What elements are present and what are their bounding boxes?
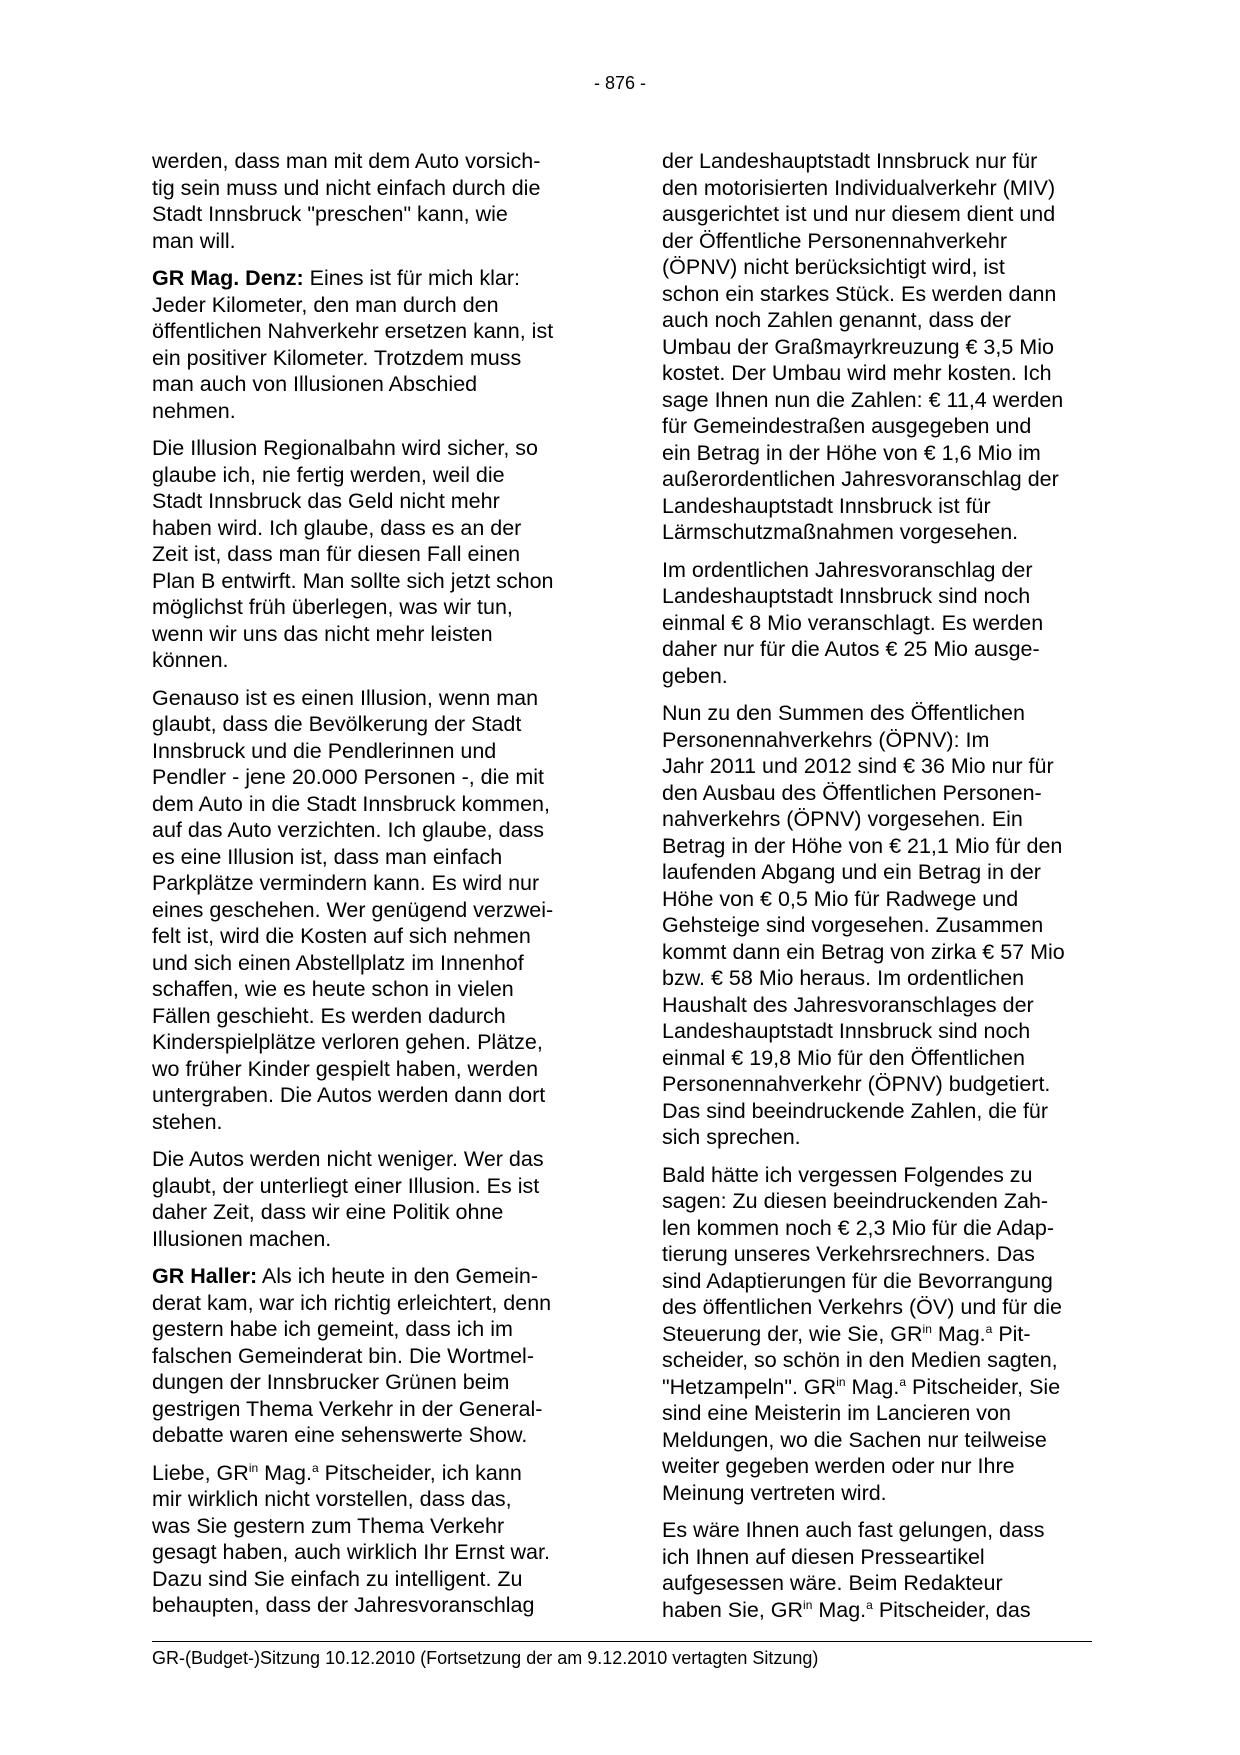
text-line: einmal € 8 Mio veranschlagt. Es werden <box>662 610 1044 635</box>
text-line: wenn wir uns das nicht mehr leisten <box>152 621 493 646</box>
text-line: Plan B entwirft. Man sollte sich jetzt schon <box>152 568 554 593</box>
text-line: Umbau der Graßmayrkreuzung € 3,5 Mio <box>662 334 1054 359</box>
superscript: in <box>922 1321 932 1336</box>
text-line: scheider, so schön in den Medien sagten, <box>662 1348 1058 1372</box>
text-line: der Landeshauptstadt Innsbruck nur für <box>662 149 1038 173</box>
text-line: debatte waren eine sehenswerte Show. <box>152 1423 528 1447</box>
text-line: derat kam, war ich richtig erleichtert, denn <box>152 1290 552 1315</box>
text-line: untergraben. Die Autos werden dann dort <box>152 1083 546 1107</box>
text-line: einmal € 19,8 Mio für den Öffentlichen <box>662 1045 1025 1070</box>
text-line: (ÖPNV) nicht berücksichtigt wird, ist <box>662 255 1005 279</box>
superscript: a <box>899 1374 906 1389</box>
text-line: Meldungen, wo die Sachen nur teilweise <box>662 1427 1047 1452</box>
text-line: Landeshauptstadt Innsbruck sind noch <box>662 1019 1031 1043</box>
text-line: Nun zu den Summen des Öffentlichen <box>662 701 1025 725</box>
text-line: Landeshauptstadt Innsbruck ist für <box>662 493 991 518</box>
text-line: haben wird. Ich glaube, dass es an der <box>152 515 522 540</box>
paragraph <box>152 148 592 254</box>
text-line: sich sprechen. <box>662 1125 801 1149</box>
superscript: in <box>836 1374 846 1389</box>
text-line: Haushalt des Jahresvoranschlages der <box>662 992 1034 1017</box>
text-line: geben. <box>662 663 728 688</box>
text-line: Jahr 2011 und 2012 sind € 36 Mio nur für <box>662 754 1054 778</box>
text-line: weiter gegeben werden oder nur Ihre <box>662 1454 1015 1478</box>
superscript: a <box>866 1597 873 1612</box>
text-line: auch noch Zahlen genannt, dass der <box>662 308 1012 332</box>
text-line: Zeit ist, dass man für diesen Fall einen <box>152 542 521 566</box>
text-line: gesagt haben, auch wirklich Ihr Ernst war. <box>152 1540 550 1564</box>
text-line: wo früher Kinder gespielt haben, werden <box>152 1056 539 1081</box>
text-line: dem Auto in die Stadt Innsbruck kommen, <box>152 791 550 816</box>
text-run: Eines ist für mich klar: <box>303 266 520 290</box>
text-line: Es wäre Ihnen auch fast gelungen, dass <box>662 1518 1045 1542</box>
text-line: Bald hätte ich vergessen Folgendes zu <box>662 1162 1033 1187</box>
text-line: Pendler - jene 20.000 Personen -, die mit <box>152 765 545 789</box>
text-line: ich Ihnen auf diesen Presseartikel <box>662 1544 985 1569</box>
text-line: stehen. <box>152 1109 223 1134</box>
text-line: schaffen, wie es heute schon in vielen <box>152 977 514 1001</box>
paragraph-lines <box>662 1162 1102 1321</box>
text-line: Fällen geschieht. Es werden dadurch <box>152 1003 506 1028</box>
text-line: behaupten, dass der Jahresvoranschlag <box>152 1593 535 1617</box>
text-line: tierung unseres Verkehrsrechners. Das <box>662 1242 1035 1266</box>
text-run: Mag. <box>845 1374 900 1399</box>
text-line: außerordentlichen Jahresvoranschlag der <box>662 467 1059 491</box>
paragraph <box>152 1146 592 1252</box>
text-run: Als ich heute in den Gemein- <box>257 1264 538 1288</box>
text-line: felt ist, wird die Kosten auf sich nehmen <box>152 924 531 948</box>
text-line: für Gemeindestraßen ausgegeben und <box>662 414 1032 438</box>
superscript: in <box>248 1460 259 1475</box>
text-line: Die Illusion Regionalbahn wird sicher, so <box>152 436 539 460</box>
text-line: daher nur für die Autos € 25 Mio ausge- <box>662 637 1040 661</box>
text-line: Innsbruck und die Pendlerinnen und <box>152 738 497 763</box>
text-line: Im ordentlichen Jahresvoranschlag der <box>662 557 1033 582</box>
paragraph <box>152 435 592 674</box>
left-column <box>152 148 592 1630</box>
speaker-name: GR Haller: <box>152 1264 258 1288</box>
text-line: glaube ich, nie fertig werden, weil die <box>152 462 505 487</box>
text-run: Pit- <box>992 1321 1031 1346</box>
text-run: Liebe, GR <box>152 1460 249 1485</box>
text-line: Personennahverkehrs (ÖPNV): Im <box>662 727 990 752</box>
text-line: aufgesessen wäre. Beim Redakteur <box>662 1571 1003 1595</box>
text-line: ein Betrag in der Höhe von € 1,6 Mio im <box>662 440 1041 465</box>
paragraph <box>152 1460 592 1619</box>
text-line: sage Ihnen nun die Zahlen: € 11,4 werden <box>662 387 1064 412</box>
text-line: daher Zeit, dass wir eine Politik ohne <box>152 1200 504 1224</box>
text-line: Genauso ist es einen Illusion, wenn man <box>152 685 539 710</box>
text-line: man will. <box>152 228 236 253</box>
text-line: nahverkehrs (ÖPNV) vorgesehen. Ein <box>662 807 1023 831</box>
text-line: den motorisierten Individualverkehr (MIV) <box>662 175 1056 200</box>
text-line: glaubt, dass die Bevölkerung der Stadt <box>152 712 522 736</box>
text-line: sind eine Meisterin im Lancieren von <box>662 1401 1011 1425</box>
text-line: Stadt Innsbruck das Geld nicht mehr <box>152 489 500 513</box>
text-line: tig sein muss und nicht einfach durch die <box>152 175 541 200</box>
text-line: glaubt, der unterliegt einer Illusion. Es ist <box>152 1173 540 1198</box>
text-line: Illusionen machen. <box>152 1226 332 1251</box>
text-line: auf das Auto verzichten. Ich glaube, dass <box>152 818 545 842</box>
text-line: schon ein starkes Stück. Es werden dann <box>662 281 1057 306</box>
superscript: a <box>311 1460 319 1475</box>
speaker-name: GR Mag. Denz: <box>152 266 304 290</box>
text-line: Dazu sind Sie einfach zu intelligent. Zu <box>152 1566 523 1591</box>
text-line: Das sind beeindruckende Zahlen, die für <box>662 1098 1049 1123</box>
paragraph <box>152 265 592 424</box>
text-line: des öffentlichen Verkehrs (ÖV) und für die <box>662 1295 1062 1319</box>
text-line: Jeder Kilometer, den man durch den <box>152 292 499 317</box>
text-line: nehmen. <box>152 398 236 423</box>
paragraph <box>662 700 1102 1151</box>
text-line: Gehsteige sind vorgesehen. Zusammen <box>662 913 1044 937</box>
text-line: laufenden Abgang und ein Betrag in der <box>662 860 1041 884</box>
paragraph <box>662 1162 1102 1507</box>
text-line: kommt dann ein Betrag von zirka € 57 Mio <box>662 939 1065 964</box>
text-run: Mag. <box>931 1321 986 1346</box>
text-line: öffentlichen Nahverkehr ersetzen kann, ist <box>152 319 554 343</box>
text-line: bzw. € 58 Mio heraus. Im ordentlichen <box>662 966 1025 990</box>
text-run: Pitscheider, Sie <box>906 1374 1061 1399</box>
paragraph <box>152 1263 592 1449</box>
text-run: "Hetzampeln". GR <box>662 1374 837 1399</box>
paragraph-lines <box>152 1486 592 1619</box>
superscript: a <box>985 1321 993 1336</box>
text-run: Steuerung der, wie Sie, GR <box>662 1321 923 1346</box>
text-line: Stadt Innsbruck "preschen" kann, wie <box>152 202 508 226</box>
paragraph-lines <box>152 1290 592 1449</box>
paragraph <box>152 685 592 1136</box>
text-line: dungen der Innsbrucker Grünen beim <box>152 1370 510 1394</box>
text-line: ausgerichtet ist und nur diesem dient und <box>662 202 1056 226</box>
paragraph <box>662 148 1102 546</box>
paragraph <box>662 557 1102 690</box>
text-line: werden, dass man mit dem Auto vorsich- <box>152 149 541 173</box>
text-line: sind Adaptierungen für die Bevorrangung <box>662 1268 1053 1293</box>
text-line: man auch von Illusionen Abschied <box>152 372 478 396</box>
text-run: Pitscheider, ich kann <box>318 1460 522 1485</box>
text-run: haben Sie, GR <box>662 1597 804 1622</box>
text-line: und sich einen Abstellplatz im Innenhof <box>152 950 524 975</box>
text-line: gestrigen Thema Verkehr in der General- <box>152 1396 543 1421</box>
text-line: Parkplätze vermindern kann. Es wird nur <box>152 871 540 895</box>
text-line: was Sie gestern zum Thema Verkehr <box>152 1513 505 1538</box>
text-line: eines geschehen. Wer genügend verzwei- <box>152 897 554 922</box>
right-column <box>662 148 1102 1634</box>
footer: GR-(Budget-)Sitzung 10.12.2010 (Fortsetzung der am 9.12.2010 vertagten Sitzung) <box>152 1648 819 1668</box>
text-line: Kinderspielplätze verloren gehen. Plätze, <box>152 1030 543 1054</box>
superscript: in <box>803 1597 813 1612</box>
text-line: falschen Gemeinderat bin. Die Wortmel- <box>152 1343 534 1368</box>
text-line: Personennahverkehr (ÖPNV) budgetiert. <box>662 1072 1051 1096</box>
text-line: der Öffentliche Personennahverkehr <box>662 228 1008 253</box>
text-line: Landeshauptstadt Innsbruck sind noch <box>662 584 1031 608</box>
text-line: den Ausbau des Öffentlichen Personen- <box>662 780 1042 805</box>
text-line: sagen: Zu diesen beeindruckenden Zah- <box>662 1189 1049 1213</box>
text-line: Höhe von € 0,5 Mio für Radwege und <box>662 886 1019 911</box>
text-run: Mag. <box>258 1460 312 1485</box>
text-line: Meinung vertreten wird. <box>662 1480 887 1505</box>
text-line: len kommen noch € 2,3 Mio für die Adap- <box>662 1215 1054 1240</box>
text-run: Mag. <box>812 1597 867 1622</box>
text-line: Die Autos werden nicht weniger. Wer das <box>152 1147 544 1171</box>
text-line: mir wirklich nicht vorstellen, dass das, <box>152 1487 512 1511</box>
paragraph <box>662 1517 1102 1623</box>
text-line: möglichst früh überlegen, was wir tun, <box>152 595 513 619</box>
text-run: Pitscheider, das <box>872 1597 1031 1622</box>
paragraph-lines <box>662 1400 1102 1506</box>
page-number: - 876 - <box>593 73 647 93</box>
footer-rule <box>152 1641 1092 1642</box>
text-line: es eine Illusion ist, dass man einfach <box>152 844 503 869</box>
text-line: Lärmschutzmaßnahmen vorgesehen. <box>662 520 1019 544</box>
text-line: können. <box>152 648 229 672</box>
text-line: Betrag in der Höhe von € 21,1 Mio für den <box>662 833 1063 858</box>
paragraph-lines <box>662 1517 1102 1597</box>
text-line: gestern habe ich gemeint, dass ich im <box>152 1317 513 1341</box>
paragraph-lines <box>152 292 592 425</box>
text-line: kostet. Der Umbau wird mehr kosten. Ich <box>662 361 1052 385</box>
text-line: ein positiver Kilometer. Trotzdem muss <box>152 345 522 370</box>
